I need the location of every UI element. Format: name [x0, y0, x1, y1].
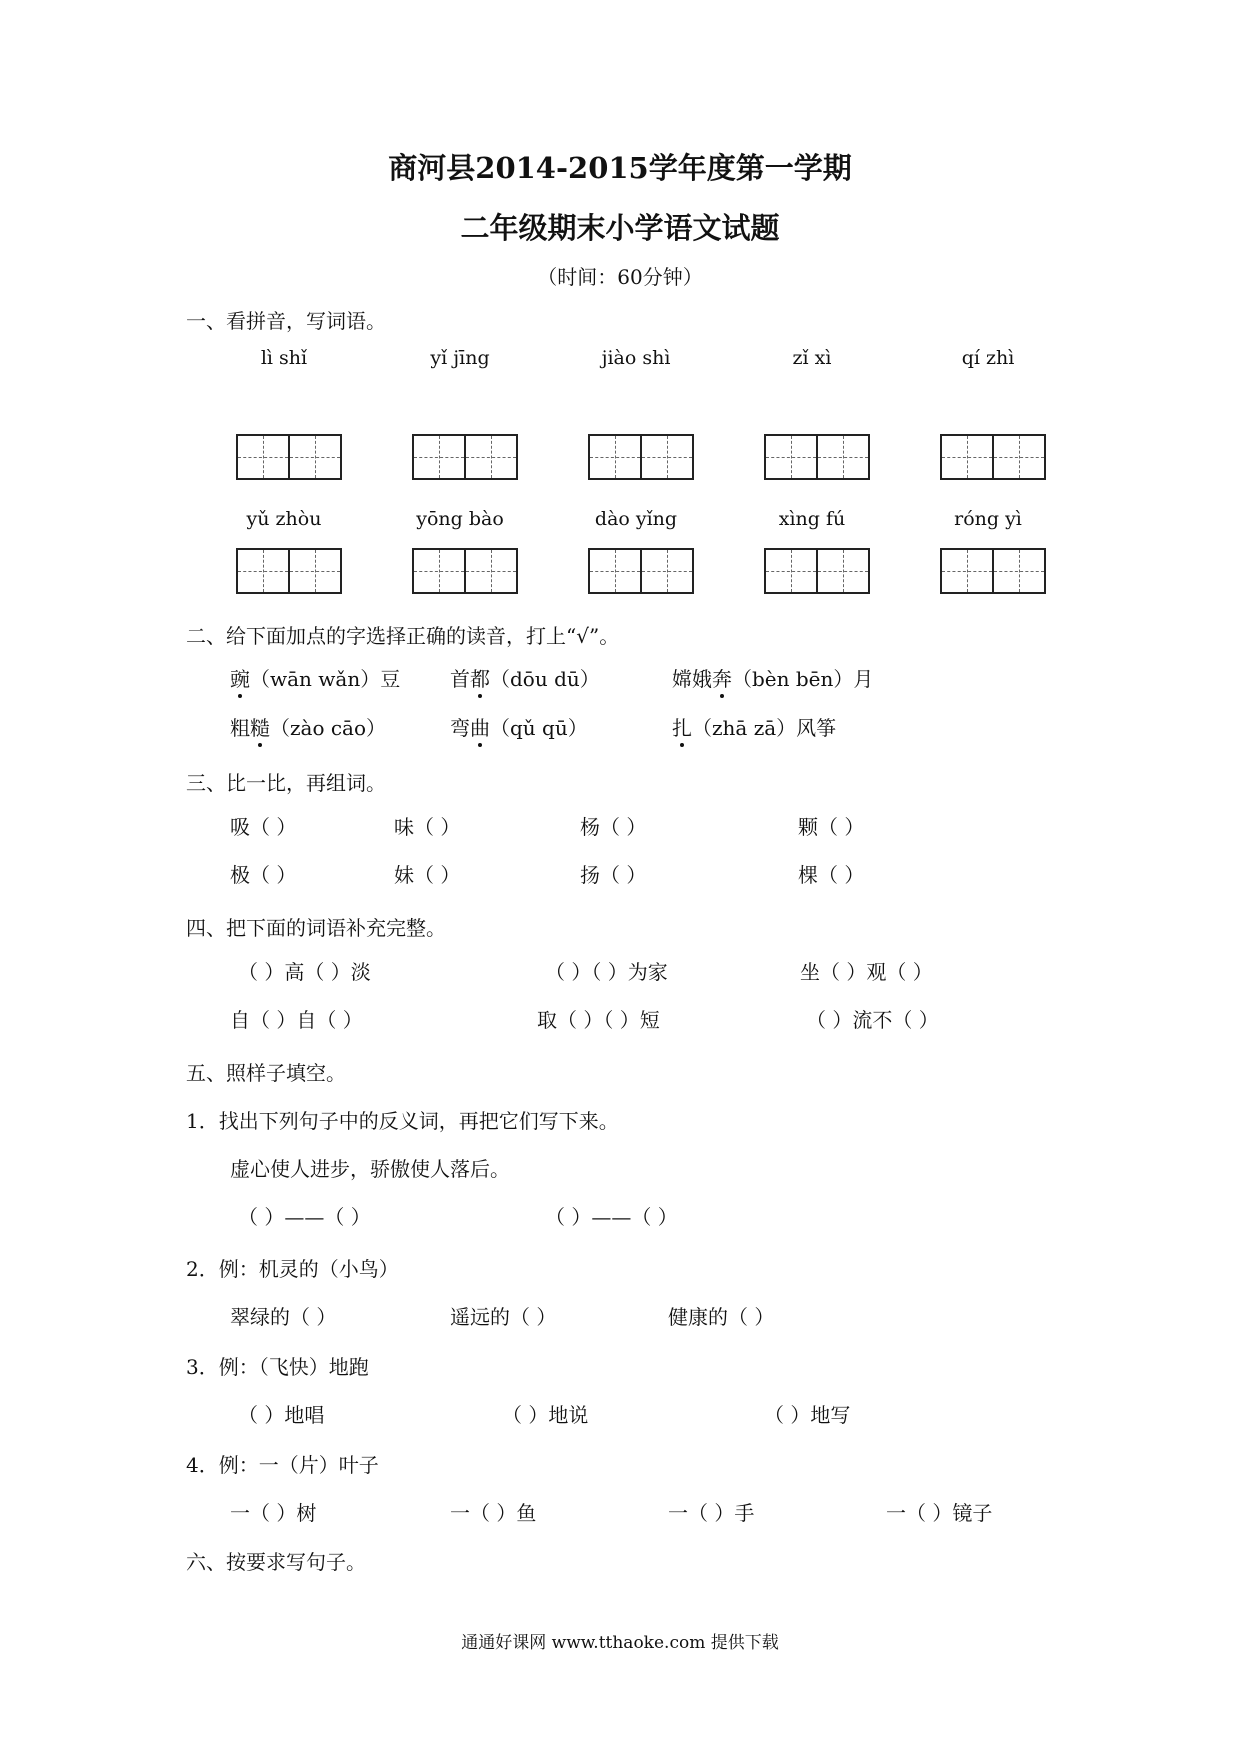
exam-time: （时间：60分钟） — [537, 265, 703, 289]
section3-heading: 三、比一比，再组词。 — [186, 771, 386, 795]
writing-grid-box[interactable] — [236, 434, 342, 480]
writing-grid-box[interactable] — [588, 548, 694, 594]
writing-grid-box[interactable] — [764, 434, 870, 480]
page-footer: 通通好课网 www.tthaoke.com 提供下载 — [461, 1633, 779, 1653]
reading-choice-item[interactable]: 扎（zhā zā）风筝 — [672, 712, 836, 741]
section4-heading: 四、把下面的词语补充完整。 — [186, 916, 446, 940]
question-4: 4．例：一（片）叶子 — [186, 1453, 379, 1477]
measure-word-blank[interactable]: 一（ ）树 — [230, 1501, 317, 1525]
dotted-char: 扎 — [672, 712, 692, 741]
reading-choice-item[interactable]: 粗糙（zào cāo） — [230, 712, 386, 741]
question-3: 3．例：（飞快）地跑 — [186, 1355, 369, 1379]
pinyin-label: yǐ jīng — [430, 347, 490, 369]
compare-word-item[interactable]: 扬（ ） — [580, 863, 647, 887]
phrase-blank[interactable]: 健康的（ ） — [668, 1305, 775, 1329]
phrase-blank[interactable]: 遥远的（ ） — [450, 1305, 557, 1329]
writing-grid-box[interactable] — [412, 434, 518, 480]
adverb-blank[interactable]: （ ）地写 — [764, 1403, 851, 1427]
exam-title: 商河县2014-2015学年度第一学期 — [388, 151, 852, 185]
pinyin-label: yōng bào — [416, 508, 504, 530]
compare-word-item[interactable]: 杨（ ） — [580, 815, 647, 839]
reading-choice-item[interactable]: 嫦娥奔（bèn bēn）月 — [672, 663, 873, 692]
measure-word-blank[interactable]: 一（ ）鱼 — [450, 1501, 537, 1525]
idiom-fill-item[interactable]: 坐（ ）观（ ） — [800, 960, 933, 984]
writing-grid-box[interactable] — [940, 434, 1046, 480]
section5-heading: 五、照样子填空。 — [186, 1061, 346, 1085]
dotted-char: 奔 — [712, 663, 732, 692]
writing-grid-box[interactable] — [236, 548, 342, 594]
writing-grid-box[interactable] — [412, 548, 518, 594]
measure-word-blank[interactable]: 一（ ）手 — [668, 1501, 755, 1525]
writing-grid-box[interactable] — [588, 434, 694, 480]
compare-word-item[interactable]: 吸（ ） — [230, 815, 297, 839]
dotted-char: 都 — [470, 663, 490, 692]
measure-word-blank[interactable]: 一（ ）镜子 — [886, 1501, 993, 1525]
section1-heading: 一、看拼音，写词语。 — [186, 309, 386, 333]
dotted-char: 糙 — [250, 712, 270, 741]
reading-choice-item[interactable]: 豌（wān wǎn）豆 — [230, 663, 400, 692]
section6-heading: 六、按要求写句子。 — [186, 1550, 366, 1574]
reading-choice-item[interactable]: 弯曲（qǔ qū） — [450, 712, 588, 741]
phrase-blank[interactable]: 翠绿的（ ） — [230, 1305, 337, 1329]
compare-word-item[interactable]: 极（ ） — [230, 863, 297, 887]
question-1: 1．找出下列句子中的反义词，再把它们写下来。 — [186, 1109, 619, 1133]
idiom-fill-item[interactable]: （ ）（ ）为家 — [545, 960, 668, 984]
idiom-fill-item[interactable]: （ ）高（ ）淡 — [238, 960, 371, 984]
pinyin-label: zǐ xì — [792, 347, 832, 369]
pinyin-label: lì shǐ — [260, 347, 308, 369]
example-sentence: 虚心使人进步，骄傲使人落后。 — [230, 1157, 510, 1181]
idiom-fill-item[interactable]: 取（ ）（ ）短 — [537, 1008, 660, 1032]
compare-word-item[interactable]: 棵（ ） — [798, 863, 865, 887]
pinyin-label: jiào shì — [601, 347, 671, 369]
compare-word-item[interactable]: 味（ ） — [394, 815, 461, 839]
question-2: 2．例：机灵的（小鸟） — [186, 1257, 399, 1281]
exam-subtitle: 二年级期末小学语文试题 — [460, 211, 780, 245]
idiom-fill-item[interactable]: （ ）流不（ ） — [806, 1008, 939, 1032]
adverb-blank[interactable]: （ ）地说 — [502, 1403, 589, 1427]
pinyin-label: róng yì — [954, 508, 1022, 530]
dotted-char: 曲 — [470, 712, 490, 741]
antonym-blank[interactable]: （ ）——（ ） — [238, 1205, 371, 1229]
pinyin-label: yǔ zhòu — [246, 508, 322, 530]
pinyin-label: dào yǐng — [594, 508, 678, 530]
dotted-char: 豌 — [230, 663, 250, 692]
writing-grid-box[interactable] — [940, 548, 1046, 594]
writing-grid-box[interactable] — [764, 548, 870, 594]
compare-word-item[interactable]: 颗（ ） — [798, 815, 865, 839]
reading-choice-item[interactable]: 首都（dōu dū） — [450, 663, 600, 692]
section2-heading: 二、给下面加点的字选择正确的读音，打上“√”。 — [186, 624, 620, 648]
compare-word-item[interactable]: 妹（ ） — [394, 863, 461, 887]
idiom-fill-item[interactable]: 自（ ）自（ ） — [230, 1008, 363, 1032]
pinyin-label: xìng fú — [778, 508, 846, 530]
pinyin-label: qí zhì — [961, 347, 1015, 369]
adverb-blank[interactable]: （ ）地唱 — [238, 1403, 325, 1427]
antonym-blank[interactable]: （ ）——（ ） — [545, 1205, 678, 1229]
